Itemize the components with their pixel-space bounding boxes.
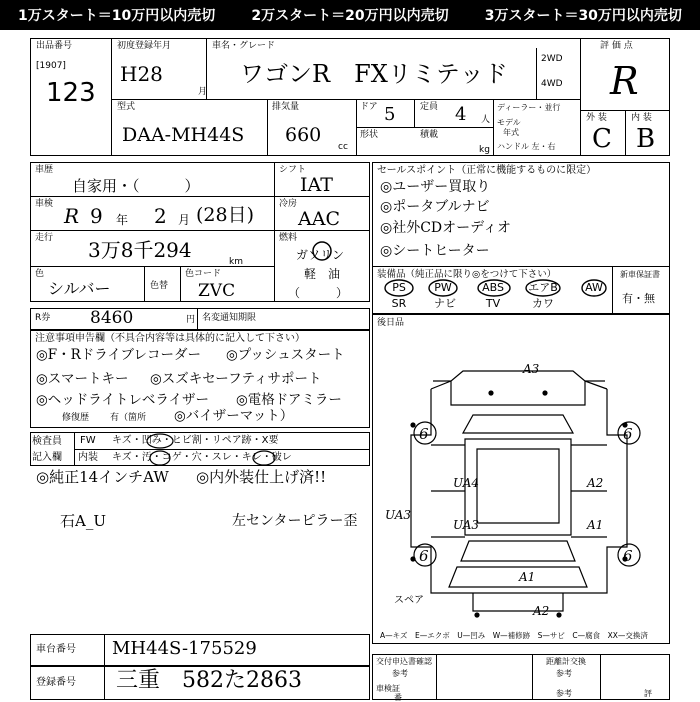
chassis-label: 車台番号 xyxy=(36,644,76,655)
eval-split xyxy=(625,110,626,156)
capacity-value: 4 xyxy=(455,104,467,125)
selling-item-2: ◎ポータブルナビ xyxy=(380,199,490,215)
capacity-label: 定員 xyxy=(420,102,439,112)
hist-split xyxy=(274,162,275,302)
drive-2wd: 2WD xyxy=(541,54,563,64)
equipment-title: 装備品（純正品に限り◎をつけて下さい） xyxy=(377,269,557,280)
reg-number-value: 三重 582た2863 xyxy=(116,668,302,693)
banner-text-2: 2万スタート＝20万円以内売切 xyxy=(251,8,449,24)
usage-label: 車歴 xyxy=(35,165,54,175)
mark-tire-rl: 6 xyxy=(419,547,429,565)
hist-line-1 xyxy=(30,196,370,197)
shift-value: IAT xyxy=(300,174,333,196)
mark-tire-rr: 6 xyxy=(623,547,633,565)
warranty-label: 新車保証書 xyxy=(620,270,660,279)
mark-ua4: UA4 xyxy=(453,476,480,490)
person-label: 人 xyxy=(481,115,491,125)
recycle-yen: 円 xyxy=(186,315,196,325)
km-label: km xyxy=(229,257,243,267)
int-inspect-items: キズ・汚・コゲ・穴・スレ・キレ・破レ xyxy=(112,452,292,463)
door-row-line xyxy=(356,127,494,128)
equip-navi: ナビ xyxy=(434,297,456,310)
mileage-value: 3万8千294 xyxy=(88,238,192,262)
chassis-value: MH44S-175529 xyxy=(112,638,257,659)
mark-a2-bottom: A2 xyxy=(533,604,550,618)
note-push-start: ◎プッシュスタート xyxy=(226,347,345,363)
inspect-year: 9 xyxy=(90,204,103,228)
year-label: 年式 xyxy=(503,128,519,137)
ext-label: 外 装 xyxy=(586,113,607,123)
lot-label: 出品番号 xyxy=(36,41,73,51)
reg-number-label: 登録番号 xyxy=(36,677,76,688)
reg-date-label: 初度登録年月 xyxy=(117,41,172,51)
ref-label: 参考 xyxy=(556,689,572,698)
type-value: DAA-MH44S xyxy=(122,124,245,146)
inspect-era: R xyxy=(64,204,80,228)
drive-4wd: 4WD xyxy=(541,79,563,89)
equip-ps: PS xyxy=(392,281,406,294)
fuel-other: （ ） xyxy=(288,286,349,300)
num-label: 番 xyxy=(394,693,402,702)
banner-text-1: 1万スタート＝10万円以内売切 xyxy=(18,8,216,24)
auction-banner xyxy=(0,0,700,30)
mark-a2-right: A2 xyxy=(587,476,604,490)
reg-split xyxy=(104,666,105,700)
load-label: 積載 xyxy=(420,130,439,140)
mark-tire-fl: 6 xyxy=(419,425,429,443)
fuel-label: 燃料 xyxy=(279,233,298,243)
cert-label: 車検証 xyxy=(376,684,400,693)
color-code-label: 色コード xyxy=(185,269,222,279)
dist-ref: 参考 xyxy=(556,669,572,678)
confirm-split-1 xyxy=(436,654,437,700)
note-leveler: ◎ヘッドライトレベライザー xyxy=(36,392,209,408)
equipment-circles xyxy=(376,278,616,312)
repair-value: 有（箇所 xyxy=(110,413,147,423)
model-label: 車名・グレード xyxy=(212,41,276,51)
ac-label: 冷房 xyxy=(279,199,298,209)
repair-label: 修復歴 xyxy=(62,413,90,423)
equip-aw: AW xyxy=(585,281,603,294)
recycle-box xyxy=(30,308,370,330)
fuel-gas: ガソリン xyxy=(296,248,345,262)
damage-legend: A—キズ E—エクボ U—凹み W—補修跡 S—サビ C—腐食 XX—交換済 xyxy=(380,631,648,640)
notes-title: 注意事項申告欄（不具合内容等は具体的に記入して下さい） xyxy=(35,333,305,344)
note-smart-key: ◎スマートキー xyxy=(36,371,129,387)
disp-label: 排気量 xyxy=(272,102,300,112)
confirm-split-3 xyxy=(600,654,601,700)
hist-line-2 xyxy=(30,230,370,231)
note-drive-recorder: ◎F・Rドライブレコーダー xyxy=(36,347,201,363)
mileage-label: 走行 xyxy=(35,233,54,243)
shift-label: シフト xyxy=(279,165,307,175)
selling-title: セールスポイント（正常に機能するものに限定） xyxy=(377,165,597,176)
fuel-circle xyxy=(310,240,334,262)
spare-label: スペア xyxy=(394,595,424,606)
chassis-split xyxy=(104,634,105,666)
confirm-split-2 xyxy=(532,654,533,700)
mark-a3: A3 xyxy=(523,362,540,376)
reg-month-label: 月 xyxy=(198,87,208,97)
notice-label: 名変通知期限 xyxy=(202,313,257,323)
mark-ua3-left: UA3 xyxy=(385,508,412,522)
inspect-year-unit: 年 xyxy=(116,213,129,227)
equip-pw: PW xyxy=(434,281,452,294)
recycle-label: R券 xyxy=(35,313,51,323)
door-value: 5 xyxy=(384,104,396,125)
fw-items: キズ・凹み・ヒビ割・リペア跡・X要 xyxy=(112,435,279,446)
shape-label: 形状 xyxy=(360,130,379,140)
selling-item-1: ◎ユーザー買取り xyxy=(380,179,491,195)
equip-leather: カワ xyxy=(532,297,554,310)
model-year-label: モデル xyxy=(497,118,521,127)
car-diagram xyxy=(373,315,669,635)
inspect-month: 2 xyxy=(154,204,167,228)
note-safety-support: ◎スズキセーフティサポート xyxy=(150,371,322,387)
confirm-ref: 参考 xyxy=(392,669,408,678)
color-label: 色 xyxy=(35,269,45,279)
mark-ua3-inner: UA3 xyxy=(453,518,480,532)
equip-airbag: エアB xyxy=(528,281,558,294)
shade-label: 色替 xyxy=(150,281,169,291)
fuel-diesel: 軽 油 xyxy=(304,267,341,281)
usage-value: 自家用・（ ） xyxy=(72,177,200,195)
disp-value: 660 xyxy=(285,124,322,146)
reg-date-value: H28 xyxy=(120,62,163,86)
type-label: 型式 xyxy=(117,102,136,112)
model-value: ワゴンR FXリミテッド xyxy=(240,60,508,88)
memo-pillar: 左センターピラー歪 xyxy=(232,513,358,529)
dealer-label: ディーラー・並行 xyxy=(497,103,561,112)
mark-a1-rear: A1 xyxy=(519,570,536,584)
memo-finished: ◎内外装仕上げ済!! xyxy=(196,468,327,486)
color-value: シルバー xyxy=(48,279,111,298)
equip-abs: ABS xyxy=(482,281,504,294)
equip-tv: TV xyxy=(485,297,501,310)
kg-label: kg xyxy=(479,145,490,155)
selling-item-4: ◎シートヒーター xyxy=(380,243,490,259)
fw-label: FW xyxy=(80,435,96,446)
handle-label: ハンドル 左・右 xyxy=(497,142,556,151)
inspector-label-2: 記入欄 xyxy=(32,452,62,463)
note-mirror: ◎電格ドアミラー xyxy=(236,392,342,408)
banner-text-3: 3万スタート＝30万円以内売切 xyxy=(484,8,682,24)
ext-value: C xyxy=(592,124,612,154)
selling-item-3: ◎社外CDオーディオ xyxy=(380,220,512,236)
color-code-value: ZVC xyxy=(198,281,236,301)
eval-footer-label: 評 xyxy=(644,689,652,698)
int-label: 内 装 xyxy=(631,113,652,123)
lot-number: 123 xyxy=(46,78,96,108)
door-label: ドア xyxy=(360,102,378,112)
door-split xyxy=(414,99,415,127)
inspect-month-unit: 月 xyxy=(178,213,191,227)
after-label: 後日品 xyxy=(377,318,405,328)
lot-code: [1907] xyxy=(36,61,66,71)
ac-value: AAC xyxy=(298,208,340,230)
int-value: B xyxy=(636,124,656,154)
memo-alloy-wheel: ◎純正14インチAW xyxy=(36,468,169,486)
inspect-day: (28日) xyxy=(196,204,255,226)
eval-label: 評 価 点 xyxy=(600,41,633,51)
cc-label: cc xyxy=(338,142,348,152)
warranty-value: 有・無 xyxy=(622,292,655,305)
drive-divider xyxy=(536,48,537,100)
eval-value: R xyxy=(610,59,639,103)
memo-a-u: 石A_U xyxy=(60,512,106,530)
dist-label: 距離計交換 xyxy=(546,657,586,666)
recycle-split xyxy=(197,308,198,330)
code-split xyxy=(180,266,181,302)
confirm-label: 交付申込書確認 xyxy=(376,657,432,666)
note-visor-mat: ◎バイザーマット） xyxy=(174,408,294,424)
inspector-label-1: 検査員 xyxy=(32,436,62,447)
int-inspect-label: 内装 xyxy=(78,452,98,463)
inspector-circles xyxy=(140,432,320,466)
mark-tire-fr: 6 xyxy=(623,425,633,443)
equip-sr: SR xyxy=(391,297,407,310)
color-split xyxy=(144,266,145,302)
mark-a1-right: A1 xyxy=(587,518,604,532)
inspect-label: 車検 xyxy=(35,199,54,209)
recycle-value: 8460 xyxy=(90,308,134,328)
